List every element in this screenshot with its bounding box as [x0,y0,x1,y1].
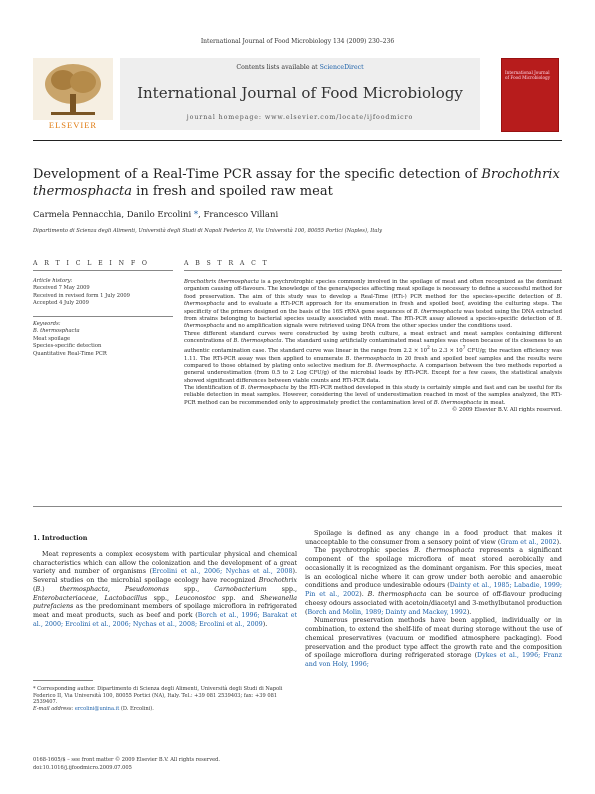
abstract-paragraph: Brochothrix thermosphacta is a psychrotrophic species commonly involved in the spoilage of meat and often recognized as the dominant organism causing off-flavours. The knowledge of the genera/species affecting meat spoilage is necessary to define a successful method for food preservation. The aim of this study was to develop a Real-Time (RTi-) PCR method for the species-specific detection of B. thermosphacta and to evaluate a RTi-PCR approach for its enumeration in fresh and spoiled beef, avoiding the culturing steps. The specificity of the primers designed on the basis of the 16S rRNA gene sequences of B. thermosphacta was tested using the DNA extracted from strains belonging to bacterial species usually associated with meat. The RTi-PCR assay allowed a species-specific detection of B. thermosphacta and no amplification signals were retrieved using DNA from the other species under the conditions used. [184,279,562,330]
keywords-block [33,321,173,358]
affiliation: Dipartimento di Scienza degli Alimenti, Università degli Studi di Napoli Federico II, Via Università 100, 80055 Portici (Naples), Italy [33,228,383,234]
sciencedirect-link[interactable]: ScienceDirect [319,64,364,71]
elsevier-tree-icon [33,58,113,120]
keyword: Quantitative Real-Time PCR [33,350,107,357]
keyword: B. thermosphacta [33,328,80,335]
issn-line: 0168-1605/$ – see front matter © 2009 Elsevier B.V. All rights reserved. [33,757,220,763]
keywords-label: Keywords: [33,321,61,327]
email-label: E-mail address: [33,706,75,713]
received-date: Received 7 May 2009 [33,285,90,292]
footnote [33,686,297,713]
revised-date: Received in revised form 1 July 2009 [33,292,130,299]
article-history [33,278,173,308]
doi-link[interactable]: doi:10.1016/j.ijfoodmicro.2009.07.005 [33,765,132,771]
citation-link[interactable]: Borch et al., 1996; Barakat et al., 2000; Ercolini et al., 2006; Nychas et al., 2008; Ercolini et al., 2009 [33,612,298,628]
citation-link[interactable]: Dainty et al., 1985; Labadie, 1999; Pin et al., 2002 [305,582,562,599]
abstract-body [184,279,562,415]
abstract-heading: A B S T R A C T [184,260,270,267]
publisher-name: ELSEVIER [48,120,98,130]
abstract-paragraph: The identification of B. thermosphacta by the RTi-PCR method developed in this study is certainly simple and fast and can be useful for its reliable detection in meat samples. However, considering the level of underestimation reached in most of the samples analyzed, the RTi-PCR method can be recommended only to approximately predict the contamination level of B. thermosphacta in meat. [184,385,563,406]
footnote-text: Corresponding author. Dipartimento di Scienza degli Alimenti, Università degli Studi di Napoli Federico II, Via Università 100, 80055 Portici (NA), Italy. Tel.: +39 081 2539403; fax: +39 081 2539407. [33,686,283,706]
introduction-heading: 1. Introduction [33,534,88,542]
title-species: Brochothrix thermosphacta [33,167,560,199]
title-text-end: in fresh and spoiled raw meat [132,184,333,199]
footnote-rule [33,680,93,681]
body-paragraph: Meat represents a complex ecosystem with particular physical and chemical characteristics which can allow the colonization and the development of a great variety and number of organisms (Ercolini et al., 2006; Nychas et al., 2008). Several studies on the microbial spoilage ecology have recognized Brochothrix (B.) thermosphacta, Pseudomonas spp., Carnobacterium spp., Enterobacteriaceae, Lactobacillus spp., Leuconostoc spp. and Shewanella putrefaciens as the predominant members of spoilage microflora in refrigerated meat and meat products, such as beef and pork (Borch et al., 1996; Barakat et al., 2000; Ercolini et al., 2006; Nychas et al., 2008; Ercolini et al., 2009). [33,551,298,628]
corresponding-author-link[interactable]: * [193,210,199,220]
article-info-heading: A R T I C L E I N F O [33,260,150,267]
article-title [33,166,562,200]
accepted-date: Accepted 4 July 2009 [33,300,89,307]
keyword: Meat spoilage [33,335,71,342]
body-column-left [33,551,297,630]
contents-line [120,64,480,71]
history-label: Article history: [33,278,73,284]
abstract-bottom-rule [33,506,562,507]
copyright-line: © 2009 Elsevier B.V. All rights reserved. [451,407,562,414]
cover-title: International Journal of Food Microbiology [505,70,551,80]
citation-link[interactable]: Dykes et al., 1996; Franz and von Holy, 1996; [305,652,562,669]
citation-link[interactable]: Ercolini et al., 2006; Nychas et al., 2008 [151,568,293,576]
abstract-paragraph: Three different standard curves were constructed by using broth culture, a meat extract and meat samples containing different concentrations of B. thermosphacta. The standard using artificially contaminated meat samples was chosen because of its closeness to an authentic contamination case. The standard curve was linear in the range from $2.2 \times 10^2$ to $2.3 \times 10^7$ CFU/g; the reaction efficiency was 1.11. The RTi-PCR assay was then applied to enumerate B. thermosphacta in 20 fresh and spoiled beef samples and the results were compared to those obtained by plating onto selective medium for B. thermosphacta. A comparison between the two methods reported a general underestimation (from 0.5 to 2 Log CFU/g) of the microbial loads by RTi-PCR. Except for a few cases, the statistical analysis showed significant differences between viable counts and RTi-PCR data. [184,330,563,384]
masthead-rule [33,140,562,141]
body-paragraph: Spoilage is defined as any change in a food product that makes it unacceptable to the consumer from a sensory point of view (Gram et al., 2002). [305,530,562,546]
journal-name: International Journal of Food Microbiology [137,84,463,102]
keyword: Species-specific detection [33,343,102,350]
contents-prefix: Contents lists available at [236,64,320,71]
citation-link[interactable]: Gram et al., 2002 [500,538,557,546]
body-paragraph: Numerous preservation methods have been applied, individually or in combination, to extend the shelf-life of meat during storage without the use of chemical preservatives (vacuum or modified atmosphere packaging). Food preservation and the product type affect the growth rate and the composition of spoilage microflora during refrigerated storage (Dykes et al., 1996; Franz and von Holy, 1996; [305,617,562,669]
abstract-rule [184,270,562,271]
author-list [33,210,278,220]
running-header: International Journal of Food Microbiology 134 (2009) 230–236 [200,38,395,45]
article-info-rule [33,270,173,271]
title-text: Development of a Real-Time PCR assay for the specific detection of [33,167,482,182]
body-column-right [305,530,562,670]
authors-last: , Francesco Villani [198,210,279,220]
footnote-star: * [33,686,36,692]
citation-link[interactable]: Borch and Molin, 1989; Dainty and Mackey, 1992 [307,608,467,616]
body-paragraph: The psychrotrophic species B. thermosphacta represents a significant component of the spoilage microflora of meat stored aerobically and occasionally it is recognized as the dominant organism. For this species, meat is an ecological niche where it can grow under both aerobic and anaerobic conditions and produce undesirable odours (Dainty et al., 1985; Labadie, 1999; Pin et al., 2002). B. thermosphacta can be source of off-flavour producing cheesy odours associated with acetoin/diacetyl and 3-methylbutanol production (Borch and Molin, 1989; Dainty and Mackey, 1992). [305,547,562,616]
email-link[interactable]: ercolini@unina.it [74,706,120,713]
keywords-rule [33,316,173,317]
journal-homepage[interactable]: journal homepage: www.elsevier.com/locate/ijfoodmicro [186,114,414,121]
email-tail: (D. Ercolini). [119,706,154,713]
authors-first: Carmela Pennacchia, Danilo Ercolini [33,210,194,220]
